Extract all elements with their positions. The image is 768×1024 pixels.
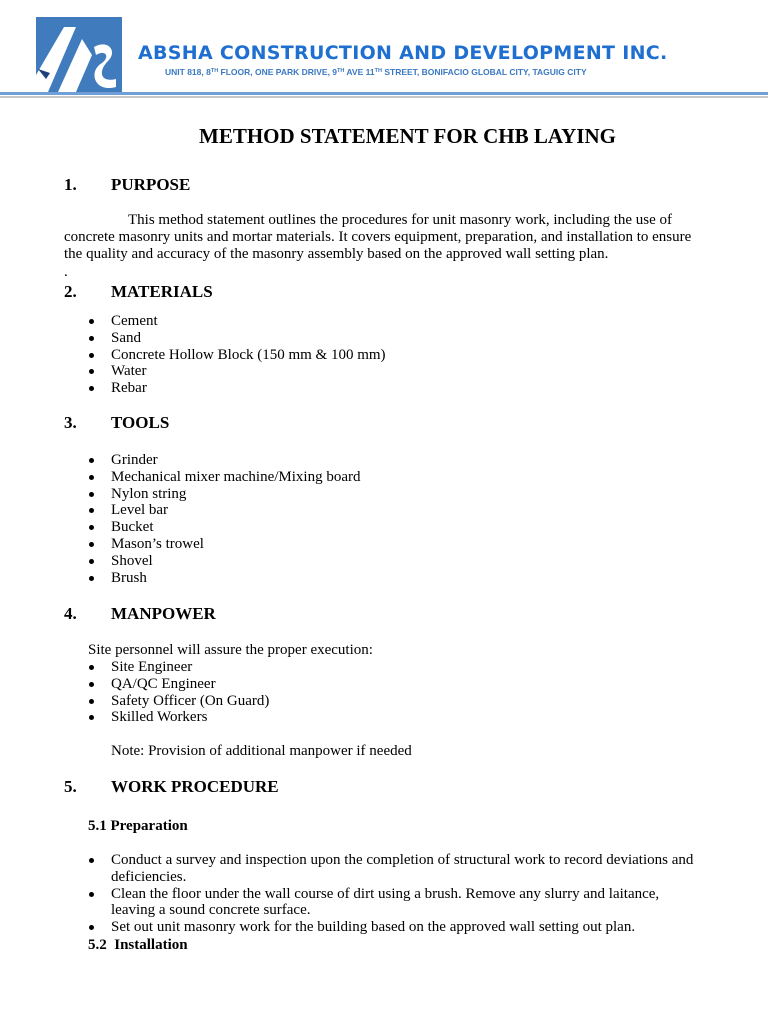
section-number: 5. (64, 777, 77, 796)
list-item: Safety Officer (On Guard) (88, 693, 698, 710)
section-title: MATERIALS (111, 282, 213, 301)
stray-period: . (64, 264, 68, 280)
section-number: 1. (64, 175, 77, 194)
list-item: Sand (88, 330, 698, 347)
list-item: Level bar (88, 502, 698, 519)
section-title: TOOLS (111, 413, 170, 432)
list-item: Brush (88, 570, 698, 587)
list-item: Set out unit masonry work for the building based on the approved wall setting out plan. (88, 919, 698, 936)
list-item: Bucket (88, 519, 698, 536)
list-item: Conduct a survey and inspection upon the completion of structural work to record deviations and deficiencies. (88, 852, 698, 886)
list-item: Concrete Hollow Block (150 mm & 100 mm) (88, 347, 698, 364)
company-logo-icon (36, 17, 122, 92)
subsection-title-preparation: 5.1 Preparation (88, 818, 188, 834)
section-title: PURPOSE (111, 175, 191, 194)
list-item: Nylon string (88, 486, 698, 503)
section-number: 4. (64, 604, 77, 623)
section-title: MANPOWER (111, 604, 216, 623)
section-number: 3. (64, 413, 77, 432)
section-title: WORK PROCEDURE (111, 777, 279, 796)
company-address: UNIT 818, 8TH FLOOR, ONE PARK DRIVE, 9TH AVE 11TH STREET, BONIFACIO GLOBAL CITY, TAGUIG CITY (165, 67, 587, 77)
section-heading-manpower (64, 604, 216, 624)
section-heading-work-procedure (64, 777, 279, 797)
manpower-intro: Site personnel will assure the proper execution: (88, 642, 373, 658)
section-heading-tools (64, 413, 169, 433)
list-item: Shovel (88, 553, 698, 570)
list-item: QA/QC Engineer (88, 676, 698, 693)
purpose-paragraph: This method statement outlines the procedures for unit masonry work, including the use of concrete masonry units and mortar materials. It covers equipment, preparation, and installation to ensure the quality and accuracy of the masonry assembly based on the approved wall setting plan. (64, 212, 692, 262)
header-divider-shadow (0, 96, 768, 98)
list-item: Cement (88, 313, 698, 330)
section-heading-purpose (64, 175, 190, 195)
list-item: Water (88, 363, 698, 380)
tools-list (88, 452, 698, 586)
manpower-note: Note: Provision of additional manpower if needed (111, 743, 412, 759)
document-title: METHOD STATEMENT FOR CHB LAYING (199, 124, 616, 148)
section-number: 2. (64, 282, 77, 301)
list-item: Mechanical mixer machine/Mixing board (88, 469, 698, 486)
subsection-title-installation: 5.2 Installation (88, 937, 188, 953)
company-name: ABSHA CONSTRUCTION AND DEVELOPMENT INC. (138, 42, 668, 64)
materials-list (88, 313, 698, 397)
list-item: Grinder (88, 452, 698, 469)
list-item: Clean the floor under the wall course of dirt using a brush. Remove any slurry and laitance, leaving a sound concrete surface. (88, 886, 698, 920)
list-item: Mason’s trowel (88, 536, 698, 553)
list-item: Rebar (88, 380, 698, 397)
header-divider (0, 92, 768, 95)
list-item: Site Engineer (88, 659, 698, 676)
preparation-list (88, 852, 698, 936)
manpower-list (88, 659, 698, 726)
list-item: Skilled Workers (88, 709, 698, 726)
section-heading-materials (64, 282, 213, 302)
